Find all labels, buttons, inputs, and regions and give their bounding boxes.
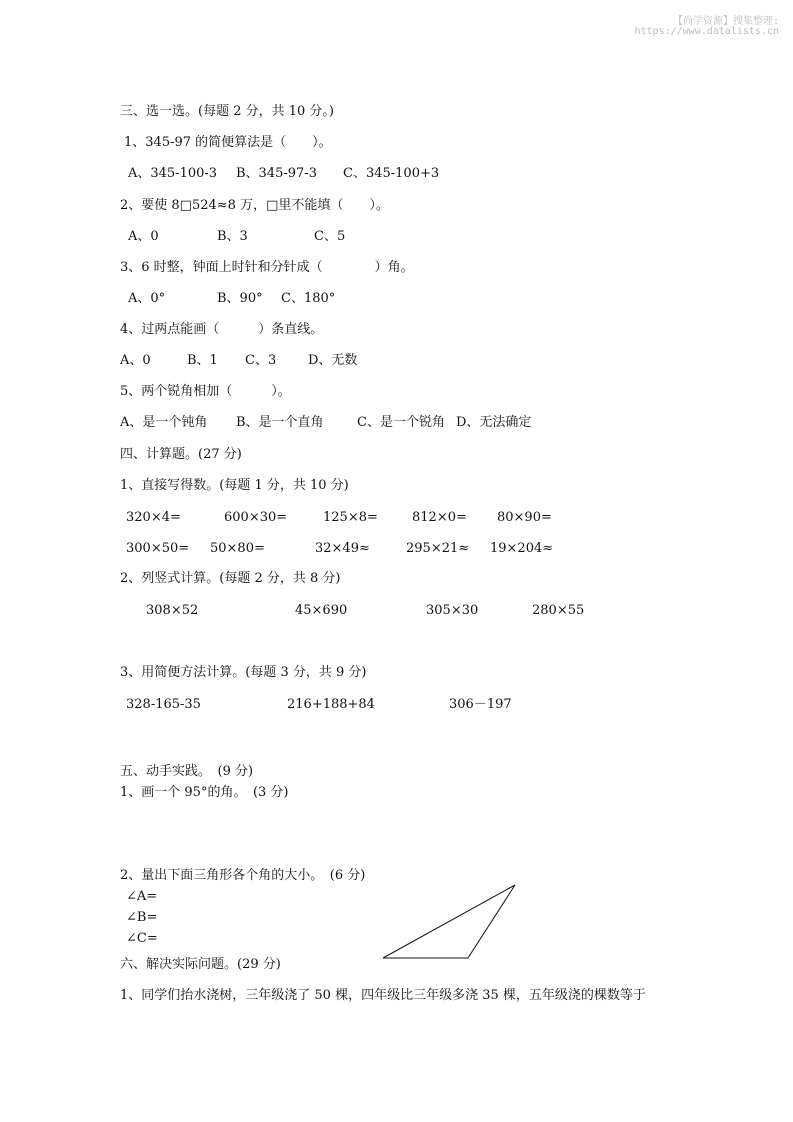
section5-part1: 1、画一个 95°的角。 (3 分)	[120, 785, 289, 800]
q5-option-c: C、是一个锐角	[357, 415, 445, 430]
q2-option-a: A、0	[128, 229, 159, 244]
q3-option-a: A、0°	[128, 291, 166, 306]
q1-text: 1、345-97 的简便算法是（ ）。	[124, 135, 332, 150]
angle-a-label: ∠A=	[126, 889, 158, 904]
q4-option-d: D、无数	[308, 353, 358, 368]
watermark-url: https://www.datalists.cn	[634, 26, 779, 37]
q2-options	[0, 229, 793, 245]
mental-math-item: 80×90=	[497, 510, 552, 525]
section5-heading: 五、动手实践。 (9 分)	[120, 764, 254, 779]
q1-option-b: B、345-97-3	[236, 166, 317, 181]
q4-option-c: C、3	[245, 353, 277, 368]
mental-math-item: 295×21≈	[406, 541, 470, 556]
q4-text: 4、过两点能画（ ）条直线。	[120, 322, 324, 337]
section5-part2: 2、量出下面三角形各个角的大小。 (6 分)	[120, 868, 366, 883]
mental-math-row-2	[0, 541, 793, 557]
triangle-figure	[378, 880, 523, 965]
angle-b-label: ∠B=	[126, 910, 158, 925]
section4-part2-title: 2、列竖式计算。(每题 2 分，共 8 分)	[120, 571, 341, 586]
vertical-calc-row	[0, 603, 793, 619]
q1-options	[0, 166, 793, 182]
vertical-calc-item: 305×30	[426, 603, 479, 618]
watermark-source: 【尚学资源】搜集整理:	[672, 16, 779, 27]
mental-math-item: 300×50=	[126, 541, 190, 556]
vertical-calc-item: 45×690	[295, 603, 348, 618]
mental-math-item: 125×8=	[323, 510, 378, 525]
q4-option-a: A、0	[120, 353, 151, 368]
simplified-calc-row	[0, 697, 793, 713]
q1-option-c: C、345-100+3	[343, 166, 440, 181]
q5-text: 5、两个锐角相加（ ）。	[120, 384, 291, 399]
vertical-calc-item: 280×55	[532, 603, 585, 618]
section6-heading: 六、解决实际问题。(29 分)	[120, 957, 281, 972]
simplified-calc-item: 216+188+84	[287, 697, 375, 712]
section4-part1-title: 1、直接写得数。(每题 1 分，共 10 分)	[120, 478, 349, 493]
q5-options	[0, 415, 793, 431]
vertical-calc-item: 308×52	[146, 603, 199, 618]
q3-options	[0, 291, 793, 307]
q1-option-a: A、345-100-3	[128, 166, 218, 181]
mental-math-item: 19×204≈	[490, 541, 554, 556]
q2-option-c: C、5	[314, 229, 346, 244]
q5-option-b: B、是一个直角	[236, 415, 324, 430]
section4-heading: 四、计算题。(27 分)	[120, 447, 242, 462]
triangle-shape	[383, 885, 515, 958]
mental-math-item: 600×30=	[224, 510, 288, 525]
q3-text: 3、6 时整，钟面上时针和分针成（ ）角。	[120, 260, 414, 275]
q2-option-b: B、3	[217, 229, 248, 244]
mental-math-item: 32×49≈	[315, 541, 370, 556]
q4-option-b: B、1	[187, 353, 218, 368]
mental-math-row-1	[0, 510, 793, 526]
q5-option-a: A、是一个钝角	[120, 415, 208, 430]
mental-math-item: 812×0=	[412, 510, 467, 525]
q2-text: 2、要使 8□524≈8 万，□里不能填（ ）。	[120, 198, 389, 213]
q3-option-c: C、180°	[281, 291, 336, 306]
q5-option-d: D、无法确定	[456, 415, 532, 430]
simplified-calc-item: 328-165-35	[126, 697, 201, 712]
mental-math-item: 50×80=	[210, 541, 265, 556]
angle-c-label: ∠C=	[126, 931, 158, 946]
q4-options	[0, 353, 793, 369]
q3-option-b: B、90°	[217, 291, 263, 306]
simplified-calc-item: 306－197	[449, 697, 512, 712]
section4-part3-title: 3、用简便方法计算。(每题 3 分，共 9 分)	[120, 665, 367, 680]
section3-heading: 三、选一选。(每题 2 分，共 10 分。)	[120, 104, 334, 119]
section6-problem1: 1、同学们抬水浇树，三年级浇了 50 棵，四年级比三年级多浇 35 棵，五年级浇的棵数等于	[120, 988, 646, 1003]
mental-math-item: 320×4=	[126, 510, 181, 525]
